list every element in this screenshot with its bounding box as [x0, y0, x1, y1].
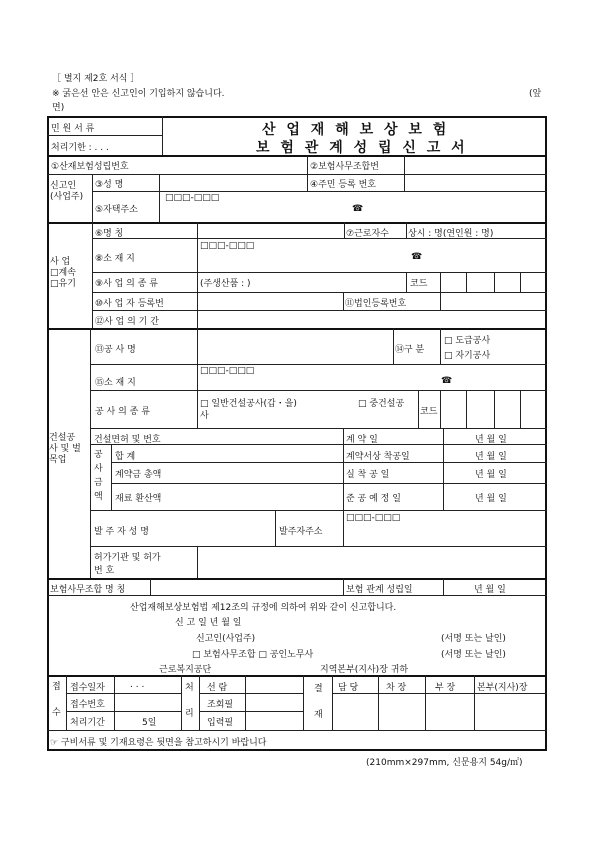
label-work-type: 공 사 의 종 류	[95, 407, 150, 417]
business-type-value: (주생산품 : )	[200, 279, 251, 289]
label-staff: 담 당	[338, 683, 359, 693]
business-side-label: 사 업 □계속 □유기	[50, 257, 76, 289]
workers-value: 상시 : 명(연인원 : 명)	[408, 229, 494, 239]
paper-spec: (210mm×297mm, 신문용지 54g/㎡)	[366, 758, 523, 768]
option-contract-work[interactable]: □ 도급공사	[444, 336, 491, 346]
label-material: 재료 환산액	[115, 494, 162, 504]
label-receipt-no: 접수번호	[70, 700, 105, 710]
declaration-agents[interactable]: □ 보험사무조합 □ 공인노무사	[192, 650, 314, 660]
declaration-text: 산업재해보상보험법 제12조의 규정에 의하여 위와 같이 신고합니다.	[130, 603, 397, 613]
label-permit-no: 번 호	[94, 566, 115, 576]
front-label: (앞	[529, 89, 542, 99]
label-insurance-no: ①산재보험성립번호	[51, 162, 129, 172]
contract-start-ymd: 년 월 일	[475, 452, 507, 462]
code-label: 코드	[410, 279, 428, 289]
label-business-name: ⑥명 칭	[95, 229, 124, 239]
label-license: 건설면허 및 번호	[94, 435, 161, 445]
label-corp-reg-no: ⑪법인등록번호	[345, 299, 407, 309]
label-location: ⑧소 재 지	[95, 254, 135, 264]
phone-icon: ☎	[352, 204, 364, 214]
label-receipt-date: 접수일자	[70, 683, 105, 693]
actual-start-ymd: 년 월 일	[475, 470, 507, 480]
process-side-label: 처 리	[185, 683, 194, 719]
option-general-construction[interactable]: □ 일반건설공사(갑・을)	[200, 399, 297, 409]
postal-boxes: □□□-□□□	[165, 193, 220, 203]
label-name: ③성 명	[95, 180, 124, 190]
label-contract-date: 계 약 일	[346, 435, 378, 445]
label-total: 합 계	[115, 452, 136, 462]
label-workers: ⑦근로자수	[346, 229, 389, 239]
label-project-location: ⑮소 재 지	[95, 378, 136, 388]
declaration-date: 신 고 일 년 월 일	[175, 618, 242, 628]
label-actual-start: 실 착 공 일	[346, 470, 390, 480]
project-postal-boxes: □□□-□□□	[200, 366, 255, 376]
location-postal-boxes: □□□-□□□	[200, 241, 255, 251]
label-entered: 입력필	[207, 718, 234, 728]
label-business-period: ⑫사 업 의 기 간	[95, 317, 159, 327]
label-permit: 허가기관 및 허가	[94, 553, 161, 563]
orderer-postal-boxes: □□□-□□□	[346, 513, 401, 523]
declaration-org: 근로복지공단	[159, 665, 212, 675]
label-contract-amount: 계약금 총액	[115, 470, 162, 480]
establishment-ymd: 년 월 일	[474, 585, 506, 595]
reporter-side-label: 신고인 (사업주)	[50, 181, 84, 202]
option-work-type-cont: 사	[200, 411, 209, 421]
label-resident-no: ④주민 등록 번호	[310, 180, 376, 190]
declaration-reporter: 신고인(사업주)	[196, 634, 256, 644]
label-orderer-address: 발주자주소	[279, 527, 323, 537]
label-checked: 조회필	[207, 700, 234, 710]
label-classification: ⑭구 분	[395, 345, 425, 355]
label-business-type: ⑨사 업 의 종 류	[95, 279, 158, 289]
label-process-period: 처리기간	[70, 718, 105, 728]
receipt-side-label: 접 수	[52, 682, 61, 718]
contract-date-ymd: 년 월 일	[475, 435, 507, 445]
process-period-value: 5일	[142, 718, 157, 728]
form-note: ※ 굵은선 안은 신고인이 기입하지 않습니다.	[52, 89, 225, 99]
label-registration-no: ⑩사 업 자 등록번	[95, 299, 164, 309]
label-orderer: 발 주 자 성 명	[94, 527, 149, 537]
form-title-2: 보 험 관 계 성 립 신 고 서	[256, 140, 468, 156]
project-phone-icon: ☎	[441, 376, 453, 386]
option-heavy-construction[interactable]: □ 중건설공	[358, 399, 405, 409]
deadline-label: 처리기한 : . . .	[51, 143, 109, 153]
form-number: ［ 별지 제2호 서식 ］	[52, 74, 140, 84]
amount-side-label: 공 사 금 액	[94, 450, 103, 502]
completion-ymd: 년 월 일	[475, 494, 507, 504]
construction-side-label: 건설공 사 및 벌 목업	[49, 433, 81, 465]
label-agency-name: 보험사무조합 명 칭	[50, 585, 126, 595]
label-agency-no: ②보험사무조합번	[310, 162, 379, 172]
footnote: ☞ 구비서류 및 기재요령은 뒷면을 참고하시기 바랍니다	[50, 738, 267, 748]
label-branch-head: 본부(지사)장	[477, 683, 528, 693]
declaration-branch: 지역본부(지사)장 귀하	[320, 665, 409, 675]
location-phone-icon: ☎	[411, 252, 423, 262]
label-deputy: 차 장	[386, 683, 407, 693]
label-manager: 부 장	[435, 683, 456, 693]
approval-side-label: 결 재	[314, 684, 323, 720]
signature-note-1: (서명 또는 날인)	[441, 634, 506, 644]
label-establishment-date: 보험 관계 성립일	[346, 585, 413, 595]
label-reviewed: 선 람	[207, 683, 228, 693]
label-completion: 준 공 예 정 일	[346, 494, 401, 504]
signature-note-2: (서명 또는 날인)	[441, 650, 506, 660]
label-project-name: ⑬공 사 명	[95, 345, 136, 355]
front-label-2: 면)	[52, 103, 65, 113]
work-code-label: 코드	[420, 407, 438, 417]
receipt-date-value: . . .	[130, 680, 145, 690]
option-self-work[interactable]: □ 자기공사	[444, 351, 491, 361]
form-title-1: 산 업 재 해 보 상 보 험	[262, 122, 450, 138]
doc-type-label: 민 원 서 류	[51, 124, 95, 134]
label-contract-start: 계약서상 착공일	[346, 452, 410, 462]
label-home-address: ⑤자택주소	[95, 205, 138, 215]
